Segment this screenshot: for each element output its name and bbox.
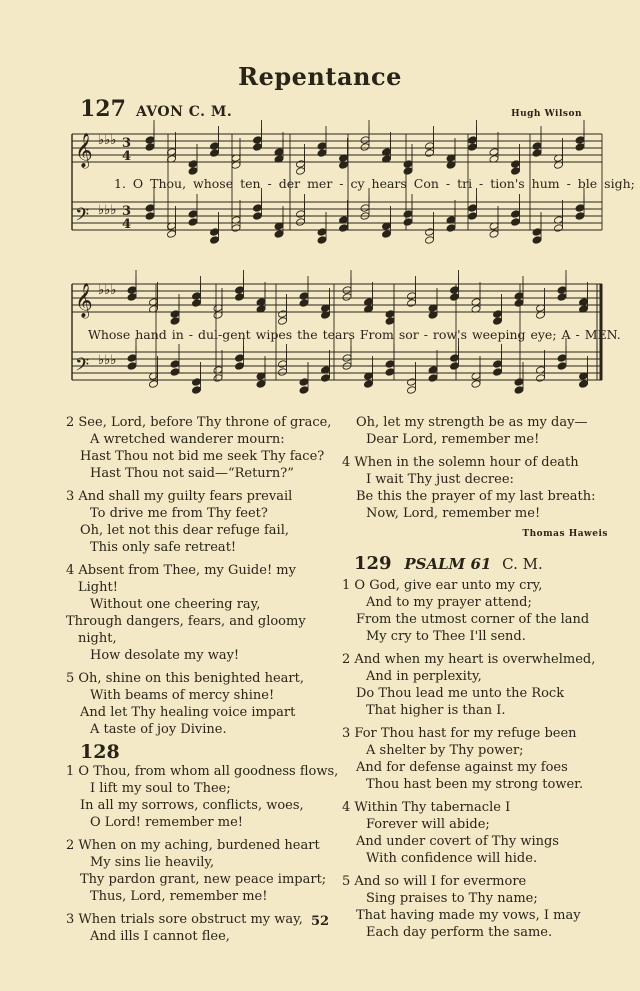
stanza-5: 5 Oh, shine on this benighted heart, With beams of mercy shine! And let Thy healing voice impart A taste of joy Divine. bbox=[66, 671, 304, 737]
note-head bbox=[536, 374, 546, 383]
note-head bbox=[192, 386, 202, 395]
note-head bbox=[425, 236, 435, 245]
note-head bbox=[127, 293, 137, 302]
note-head bbox=[557, 293, 567, 302]
svg-text:4: 4 bbox=[122, 149, 132, 164]
note-head bbox=[425, 149, 435, 158]
note-head bbox=[489, 230, 499, 239]
note-head bbox=[321, 374, 331, 383]
note-head bbox=[360, 204, 370, 213]
note-head bbox=[256, 380, 266, 389]
note-head bbox=[428, 374, 438, 383]
note-head bbox=[235, 293, 245, 302]
note-head bbox=[403, 218, 413, 227]
note-head bbox=[274, 230, 284, 239]
note-head bbox=[299, 292, 309, 301]
note-head bbox=[145, 204, 155, 213]
note-head bbox=[149, 380, 159, 389]
svg-text:4: 4 bbox=[122, 217, 132, 232]
bass-clef-icon: 𝄢 bbox=[75, 355, 90, 380]
h128-stanza-1: 1 O Thou, from whom all goodness flows, I lift my soul to Thee; In all my sorrows, conflicts, woes, O Lord! remember me! bbox=[66, 764, 339, 830]
psalm-stanza-1: 1 O God, give ear unto my cry, And to my prayer attend; From the utmost corner of the land My cry to Thee I'll send. bbox=[342, 578, 590, 644]
note-head bbox=[468, 204, 478, 213]
note-head bbox=[299, 378, 309, 387]
note-head bbox=[127, 286, 137, 295]
svg-text:3: 3 bbox=[122, 204, 132, 219]
note-head bbox=[446, 224, 456, 233]
note-head bbox=[317, 149, 327, 158]
h128-stanza-3-cont: Oh, let my strength be as my day— Dear Lord, remember me! bbox=[356, 415, 588, 447]
note-head bbox=[468, 143, 478, 152]
note-head bbox=[188, 218, 198, 227]
note-head bbox=[407, 386, 417, 395]
note-head bbox=[471, 380, 481, 389]
note-head bbox=[253, 136, 263, 145]
note-head bbox=[339, 224, 349, 233]
note-head bbox=[253, 143, 263, 152]
svg-text:♭♭♭: ♭♭♭ bbox=[98, 203, 117, 218]
note-head bbox=[575, 204, 585, 213]
note-head bbox=[210, 228, 220, 237]
note-head bbox=[296, 210, 306, 219]
note-head bbox=[278, 310, 288, 319]
psalm-stanza-5: 5 And so will I for evermore Sing praises to Thy name; That having made my vows, I may Each day perform the same. bbox=[342, 874, 581, 940]
note-head bbox=[145, 136, 155, 145]
note-head bbox=[579, 380, 589, 389]
note-head bbox=[188, 160, 198, 169]
h128-stanza-3: 3 When trials sore obstruct my way, And ills I cannot flee, bbox=[66, 912, 303, 944]
note-head bbox=[385, 368, 395, 377]
note-head bbox=[575, 212, 585, 221]
note-head bbox=[145, 143, 155, 152]
note-head bbox=[231, 224, 241, 233]
note-head bbox=[511, 160, 521, 169]
note-head bbox=[403, 167, 413, 176]
note-head bbox=[514, 386, 524, 395]
note-head bbox=[253, 212, 263, 221]
note-head bbox=[382, 230, 392, 239]
note-head bbox=[192, 378, 202, 387]
hymn-128-number: 128 bbox=[80, 741, 120, 763]
note-head bbox=[511, 167, 521, 176]
note-head bbox=[407, 378, 417, 387]
note-head bbox=[296, 160, 306, 169]
stanza-4: 4 Absent from Thee, my Guide! my Light! Without one cheering ray, Through dangers, fears, and gloomy night, How desolate my way! bbox=[66, 563, 306, 663]
note-head bbox=[493, 317, 503, 326]
note-head bbox=[210, 142, 220, 151]
note-head bbox=[342, 293, 352, 302]
note-head bbox=[213, 374, 223, 383]
psalm-stanza-4: 4 Within Thy tabernacle I Forever will abide; And under covert of Thy wings With confidence will hide. bbox=[342, 800, 559, 866]
note-head bbox=[575, 143, 585, 152]
note-head bbox=[127, 354, 137, 363]
note-head bbox=[235, 286, 245, 295]
note-head bbox=[278, 368, 288, 377]
note-head bbox=[235, 362, 245, 371]
left-column bbox=[66, 414, 338, 951]
svg-text:♭♭♭: ♭♭♭ bbox=[98, 353, 117, 368]
note-head bbox=[167, 230, 177, 239]
note-head bbox=[360, 136, 370, 145]
note-head bbox=[210, 149, 220, 158]
note-head bbox=[468, 136, 478, 145]
note-head bbox=[450, 354, 460, 363]
note-head bbox=[188, 167, 198, 176]
svg-text:3: 3 bbox=[122, 136, 132, 151]
note-head bbox=[385, 360, 395, 369]
note-head bbox=[532, 142, 542, 151]
svg-text:♭♭♭: ♭♭♭ bbox=[98, 283, 117, 298]
page-number: 52 bbox=[310, 914, 330, 929]
stanza-2: 2 See, Lord, before Thy throne of grace, A wretched wanderer mourn: Hast Thou not bid me seek Thy face? Hast Thou not said—“Return?” bbox=[66, 415, 332, 481]
note-head bbox=[192, 299, 202, 308]
right-column bbox=[342, 414, 608, 947]
note-head bbox=[425, 142, 435, 151]
psalm-stanza-3: 3 For Thou hast for my refuge been A shelter by Thy power; And for defense against my foes Thou hast been my strong tower. bbox=[342, 726, 584, 792]
note-head bbox=[557, 362, 567, 371]
note-head bbox=[385, 310, 395, 319]
note-head bbox=[364, 380, 374, 389]
note-head bbox=[385, 317, 395, 326]
note-head bbox=[145, 212, 155, 221]
note-head bbox=[450, 362, 460, 371]
note-head bbox=[511, 218, 521, 227]
note-head bbox=[575, 136, 585, 145]
section-title: Repentance bbox=[238, 62, 402, 91]
note-head bbox=[514, 378, 524, 387]
bass-staff-2 bbox=[72, 352, 602, 380]
note-head bbox=[317, 228, 327, 237]
note-head bbox=[403, 210, 413, 219]
lyric-line-1: 1. O Thou, whose ten - der mer - cy hears Con - tri - tion's hum - ble sigh; bbox=[114, 176, 635, 191]
note-head bbox=[317, 142, 327, 151]
note-head bbox=[170, 310, 180, 319]
music-score bbox=[60, 120, 610, 402]
note-head bbox=[317, 236, 327, 245]
note-head bbox=[493, 310, 503, 319]
bass-clef-icon: 𝄢 bbox=[75, 205, 90, 230]
note-head bbox=[170, 317, 180, 326]
note-head bbox=[493, 368, 503, 377]
note-head bbox=[253, 204, 263, 213]
note-head bbox=[360, 143, 370, 152]
h128-stanza-4: 4 When in the solemn hour of death I wait Thy just decree: Be this the prayer of my last breath: Now, Lord, remember me! bbox=[342, 455, 596, 521]
treble-staff-2 bbox=[72, 284, 602, 312]
hymn-129-header: 129 PSALM 61 C. M. bbox=[354, 553, 543, 574]
note-head bbox=[532, 236, 542, 245]
note-head bbox=[210, 236, 220, 245]
note-head bbox=[170, 360, 180, 369]
note-head bbox=[407, 292, 417, 301]
note-head bbox=[299, 386, 309, 395]
note-head bbox=[450, 286, 460, 295]
note-head bbox=[278, 360, 288, 369]
note-head bbox=[299, 299, 309, 308]
note-head bbox=[532, 149, 542, 158]
hymn-number: 127 bbox=[80, 96, 126, 122]
note-head bbox=[296, 167, 306, 176]
note-head bbox=[192, 292, 202, 301]
treble-clef-icon: 𝄞 bbox=[75, 283, 93, 318]
note-head bbox=[554, 224, 564, 233]
psalm-stanza-2: 2 And when my heart is overwhelmed, And in perplexity, Do Thou lead me unto the Rock That higher is than I. bbox=[342, 652, 596, 718]
note-head bbox=[557, 286, 567, 295]
treble-clef-icon: 𝄞 bbox=[75, 133, 93, 168]
note-head bbox=[278, 317, 288, 326]
note-head bbox=[557, 354, 567, 363]
note-head bbox=[532, 228, 542, 237]
lyric-line-2: Whose hand in - dul-gent wipes the tears From sor - row's weeping eye; A - MEN. bbox=[88, 327, 621, 342]
h128-stanza-2: 2 When on my aching, burdened heart My sins lie heavily, Thy pardon grant, new peace impart; Thus, Lord, remember me! bbox=[66, 838, 327, 904]
note-head bbox=[514, 299, 524, 308]
note-head bbox=[127, 362, 137, 371]
note-head bbox=[407, 299, 417, 308]
note-head bbox=[425, 228, 435, 237]
stanza-3: 3 And shall my guilty fears prevail To drive me from Thy feet? Oh, let not this dear refuge fail, This only safe retreat! bbox=[66, 489, 293, 555]
note-head bbox=[514, 292, 524, 301]
note-head bbox=[450, 293, 460, 302]
note-head bbox=[342, 286, 352, 295]
note-head bbox=[170, 368, 180, 377]
note-head bbox=[511, 210, 521, 219]
svg-text:♭♭♭: ♭♭♭ bbox=[98, 133, 117, 148]
author-name: Thomas Haweis bbox=[522, 529, 608, 539]
tune-name: AVON C. M. bbox=[135, 104, 233, 120]
note-head bbox=[342, 354, 352, 363]
composer-name: Hugh Wilson bbox=[511, 109, 582, 119]
note-head bbox=[235, 354, 245, 363]
hymn-127-header bbox=[80, 96, 582, 122]
note-head bbox=[468, 212, 478, 221]
note-head bbox=[296, 218, 306, 227]
note-head bbox=[188, 210, 198, 219]
note-head bbox=[493, 360, 503, 369]
note-head bbox=[403, 160, 413, 169]
